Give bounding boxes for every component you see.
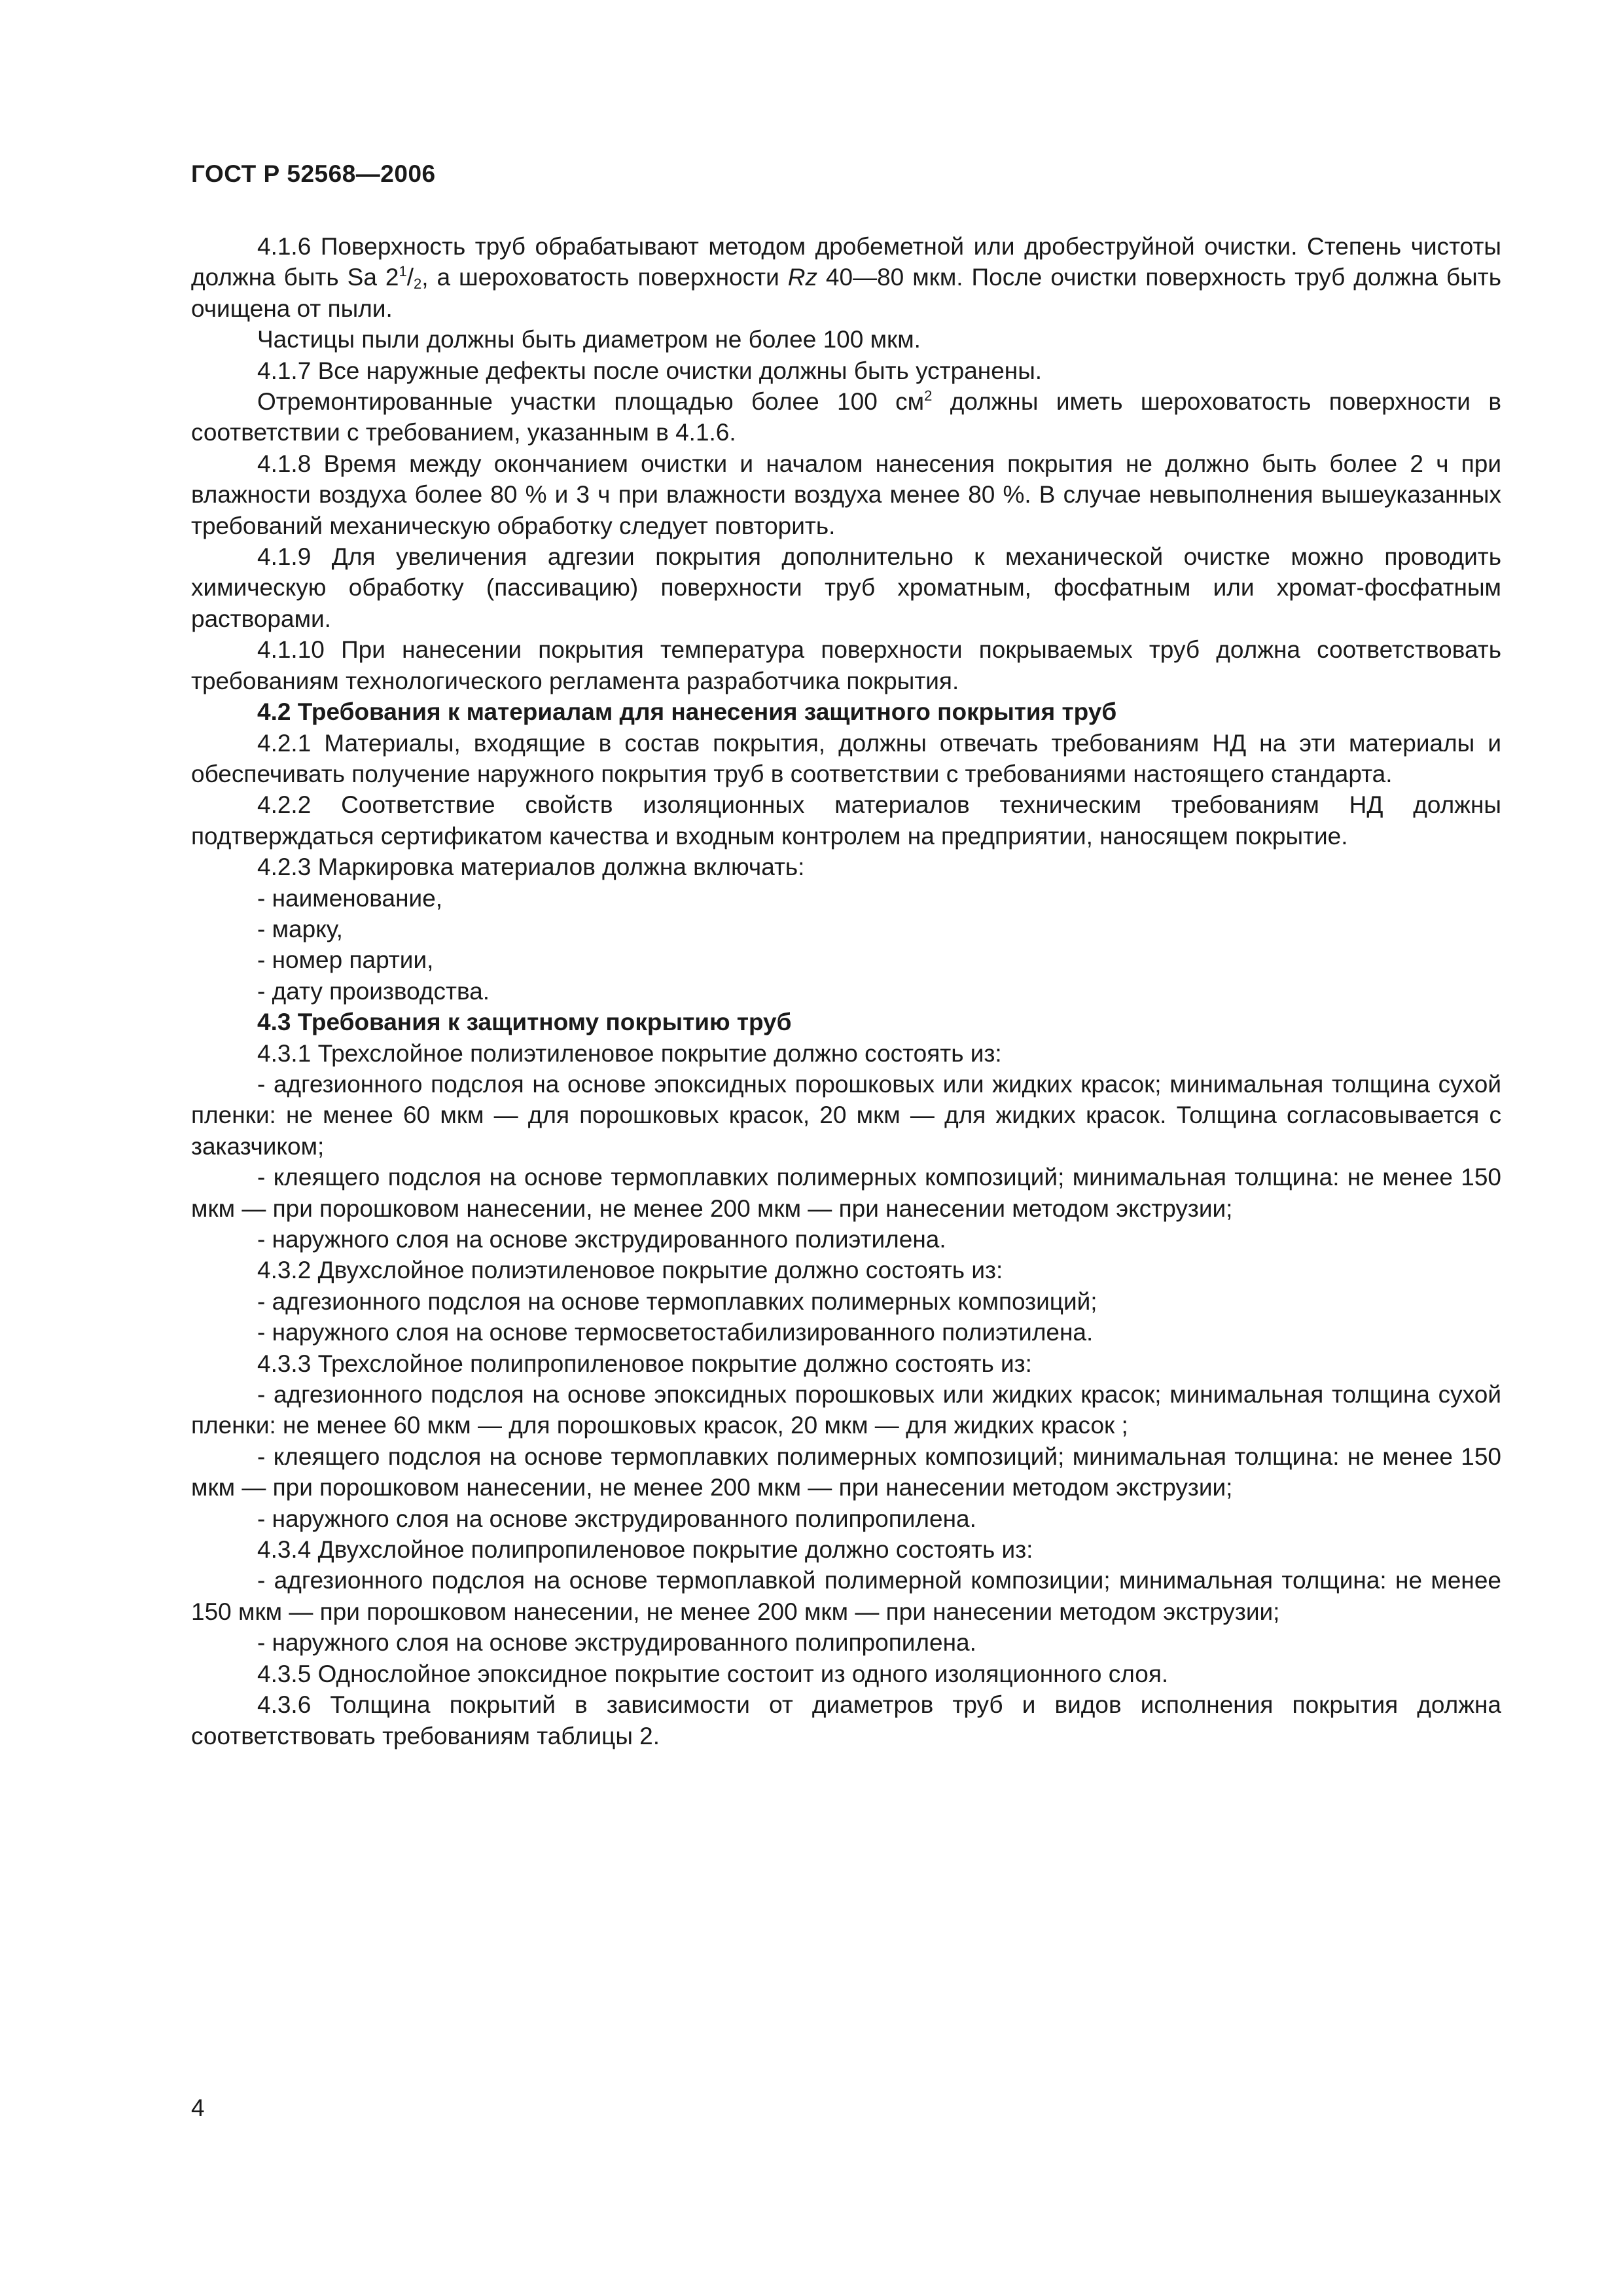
clause-4-3-4: 4.3.4 Двухслойное полипропиленовое покрытие должно состоять из: xyxy=(257,1536,1033,1564)
list-item: - адгезионного подслоя на основе термоплавкой полимерной композиции; минимальная толщина: не менее 150 мкм — при порошковом нанесении, не менее 200 мкм — при нанесении методом экструзии; xyxy=(191,1567,1501,1625)
list-item: - адгезионного подслоя на основе эпоксидных порошковых или жидких красок; минимальная толщина сухой пленки: не менее 60 мкм — для порошковых красок, 20 мкм — для жидких красок ; xyxy=(191,1381,1501,1439)
clause-4-1-10: 4.1.10 При нанесении покрытия температура поверхности покрываемых труб должна соответствовать требованиям технологического регламента разработчика покрытия. xyxy=(191,636,1501,694)
clause-4-2-1: 4.2.1 Материалы, входящие в состав покрытия, должны отвечать требованиям НД на эти материалы и обеспечивать получение наружного покрытия труб в соответствии с требованиями настоящего стандарта. xyxy=(191,729,1501,787)
document-body xyxy=(191,231,1501,1751)
list-item: - адгезионного подслоя на основе термоплавких полимерных композиций; xyxy=(257,1287,1097,1315)
clause-4-3-5: 4.3.5 Однослойное эпоксидное покрытие состоит из одного изоляционного слоя. xyxy=(257,1660,1169,1687)
clause-4-1-6-dust: Частицы пыли должны быть диаметром не более 100 мкм. xyxy=(257,326,921,353)
clause-4-3-3: 4.3.3 Трехслойное полипропиленовое покрытие должно состоять из: xyxy=(257,1350,1032,1377)
document-header: ГОСТ Р 52568—2006 xyxy=(191,160,436,187)
list-item: - клеящего подслоя на основе термоплавких полимерных композиций; минимальная толщина: не менее 150 мкм — при порошковом нанесении, не менее 200 мкм — при нанесении методом экструзии; xyxy=(191,1164,1501,1222)
clause-4-1-7-repaired: Отремонтированные участки площадью более 100 $см^2$ должны иметь шероховатость поверхности в соответствии с требованием, указанным в 4.1.6. xyxy=(191,387,1501,446)
list-item: - наружного слоя на основе экструдированного полиэтилена. xyxy=(257,1226,946,1253)
section-heading-4-2: 4.2 Требования к материалам для нанесения защитного покрытия труб xyxy=(257,698,1117,726)
list-item: - наружного слоя на основе экструдированного полипропилена. xyxy=(257,1629,976,1657)
list-item: - марку, xyxy=(257,915,343,942)
clause-4-2-3: 4.2.3 Маркировка материалов должна включать: xyxy=(257,853,805,881)
page-number: 4 xyxy=(191,2094,205,2121)
list-item: - дату производства. xyxy=(257,977,490,1005)
section-heading-4-3: 4.3 Требования к защитному покрытию труб xyxy=(257,1009,792,1036)
clause-4-3-1: 4.3.1 Трехслойное полиэтиленовое покрытие должно состоять из: xyxy=(257,1039,1002,1067)
list-item: - наружного слоя на основе термосветостабилизированного полиэтилена. xyxy=(257,1319,1094,1346)
list-item: - наименование, xyxy=(257,884,443,912)
clause-4-1-9: 4.1.9 Для увеличения адгезии покрытия дополнительно к механической очистке можно проводить химическую обработку (пассивацию) поверхности труб хроматным, фосфатным или хромат-фосфатным растворами. xyxy=(191,543,1501,632)
clause-4-3-6: 4.3.6 Толщина покрытий в зависимости от диаметров труб и видов исполнения покрытия должна соответствовать требованиям таблицы 2. xyxy=(191,1691,1501,1749)
clause-4-3-2: 4.3.2 Двухслойное полиэтиленовое покрытие должно состоять из: xyxy=(257,1257,1003,1284)
list-item: - клеящего подслоя на основе термоплавких полимерных композиций; минимальная толщина: не менее 150 мкм — при порошковом нанесении, не менее 200 мкм — при нанесении методом экструзии; xyxy=(191,1443,1501,1501)
clause-4-1-7: 4.1.7 Все наружные дефекты после очистки должны быть устранены. xyxy=(257,357,1043,384)
clause-4-2-2: 4.2.2 Соответствие свойств изоляционных материалов техническим требованиям НД должны подтверждаться сертификатом качества и входным контролем на предприятии, наносящем покрытие. xyxy=(191,791,1501,850)
list-item: - номер партии, xyxy=(257,946,434,974)
list-item: - адгезионного подслоя на основе эпоксидных порошковых или жидких красок; минимальная толщина сухой пленки: не менее 60 мкм — для порошковых красок, 20 мкм — для жидких красок. Толщина согласовывается с заказчиком; xyxy=(191,1070,1501,1160)
clause-4-1-8: 4.1.8 Время между окончанием очистки и началом нанесения покрытия не должно быть более 2 ч при влажности воздуха более 80 % и 3 ч при влажности воздуха менее 80 %. В случае невыполнения вышеуказанных требований механическую обработку следует повторить. xyxy=(191,450,1501,539)
list-item: - наружного слоя на основе экструдированного полипропилена. xyxy=(257,1505,976,1532)
clause-4-1-6: 4.1.6 Поверхность труб обрабатывают методом дробеметной или дробеструйной очистки. Степень чистоты должна быть Sa $2^1/_2$, а шероховатость поверхности Rz 40—80 мкм. После очистки поверхность труб должна быть очищена от пыли. xyxy=(191,233,1501,322)
